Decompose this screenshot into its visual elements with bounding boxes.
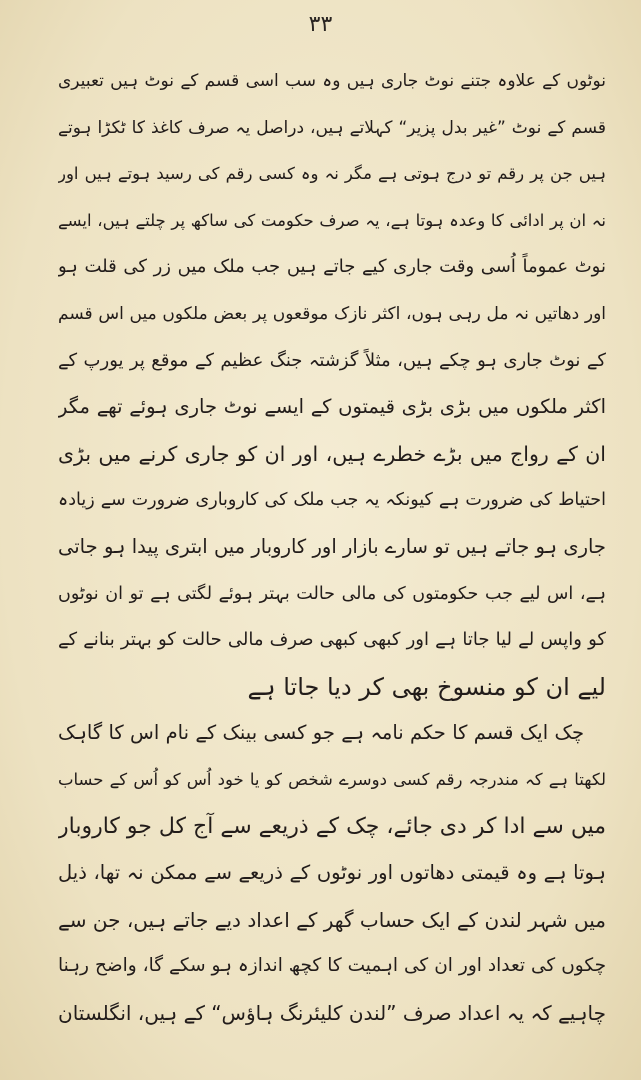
- text-line: نوٹ عموماً اُسی وقت جاری کیے جاتے ہیں جب ملک میں زر کی قلت ہو: [58, 256, 606, 278]
- text-line: ان کے رواج میں بڑے خطرے ہیں، اور ان کو جاری کرنے میں بڑی: [58, 441, 606, 466]
- text-line: میں شہر لندن کے ایک حساب گھر کے اعداد دیے جاتے ہیں، جن سے: [58, 907, 606, 932]
- paragraph-end-line: لیے ان کو منسوخ بھی کر دیا جاتا ہے: [247, 672, 606, 701]
- text-line: ہے، اس لیے جب حکومتوں کی مالی حالت بہتر ہوئے لگتی ہے تو ان نوٹوں: [58, 583, 606, 604]
- text-line: نہ ان پر ادائی کا وعدہ ہوتا ہے، یہ صرف حکومت کی ساکھ پر چلتے ہیں، ایسے: [58, 210, 606, 230]
- text-line: کے نوٹ جاری ہو چکے ہیں، مثلاً گزشتہ جنگ عظیم کے موقع پر یورپ کے: [58, 349, 606, 371]
- page-number: ۳۳: [308, 12, 333, 37]
- text-line: جاری ہو جاتے ہیں تو سارے بازار اور کاروبار میں ابتری پیدا ہو جاتی: [58, 534, 606, 558]
- text-line: کو واپس لے لیا جاتا ہے اور کبھی کبھی صرف مالی حالت کو بہتر بنانے کے: [58, 629, 606, 651]
- text-line: اکثر ملکوں میں بڑی بڑی قیمتوں کے ایسے نوٹ جاری ہوئے تھے مگر: [58, 395, 606, 419]
- text-line: قسم کے نوٹ ”غیر بدل پزیر“ کہلاتے ہیں، دراصل یہ صرف کاغذ کا ٹکڑا ہوتے: [58, 117, 606, 138]
- text-line: ہیں جن پر رقم تو درج ہوتی ہے مگر نہ وہ کسی رقم کی رسید ہوتے ہیں اور: [58, 164, 606, 184]
- text-line: لکھتا ہے کہ مندرجہ رقم کسی دوسرے شخص کو یا خود اُس کو اُس کے حساب: [58, 769, 606, 789]
- text-line: نوٹوں کے علاوہ جتنے نوٹ جاری ہیں وہ سب اسی قسم کے نوٹ ہیں تعبیری: [58, 71, 606, 91]
- text-line: ہوتا ہے وہ قیمتی دھاتوں اور نوٹوں کے ذریعے سے ممکن نہ تھا، ذیل: [58, 861, 606, 885]
- text-body: [58, 58, 606, 1036]
- paragraph-start-line: چک ایک قسم کا حکم نامہ ہے جو کسی بینک کے نام اس کا گاہک: [58, 721, 584, 745]
- text-line: چکوں کی تعداد اور ان کی اہمیت کا کچھ اندازہ ہو سکے گا، واضح رہنا: [58, 955, 606, 977]
- text-line: چاہیے کہ یہ اعداد صرف ”لندن کلیئرنگ ہاؤس“ کے ہیں، انگلستان: [58, 1000, 606, 1025]
- text-line: میں سے ادا کر دی جائے، چک کے ذریعے سے آج کل جو کاروبار: [58, 813, 606, 839]
- text-line: احتیاط کی ضرورت ہے کیونکہ یہ جب ملک کی کاروباری ضرورت سے زیادہ: [58, 490, 606, 511]
- text-line: اور دھاتیں نہ مل رہی ہوں، اکثر نازک موقعوں پر بعض ملکوں میں اس قسم: [58, 303, 606, 324]
